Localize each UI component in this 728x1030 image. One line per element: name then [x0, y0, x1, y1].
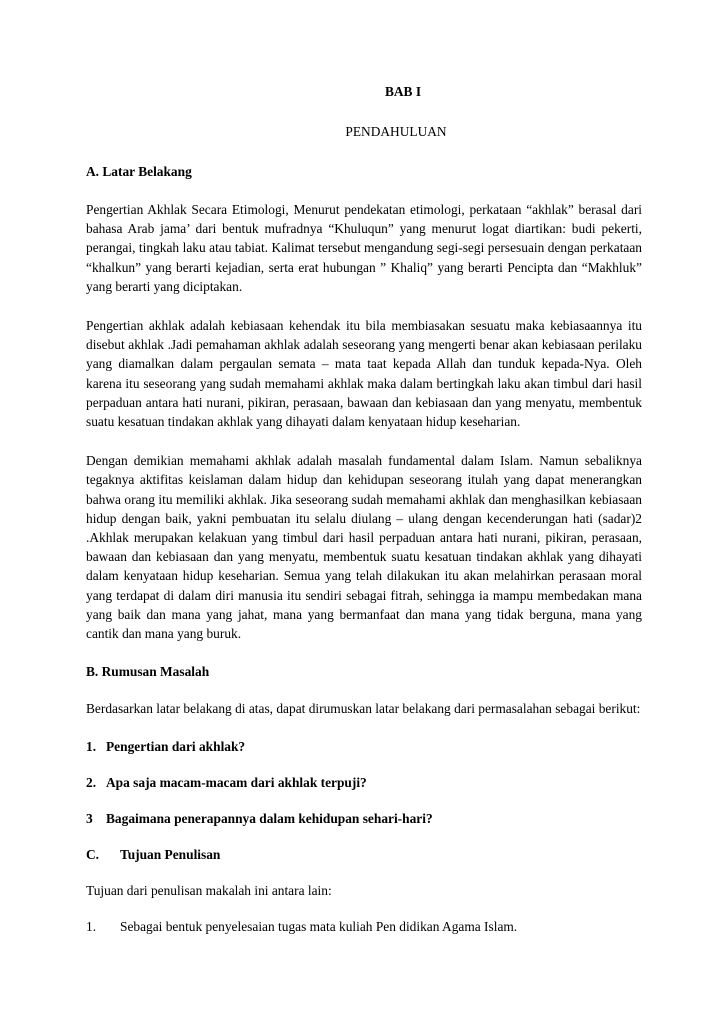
- question-text: Pengertian dari akhlak?: [106, 739, 246, 755]
- question-number: 3: [86, 811, 93, 827]
- question-item-2: [86, 774, 642, 792]
- question-item-3: [86, 810, 642, 828]
- question-text: Apa saja macam-macam dari akhlak terpuji?: [106, 775, 367, 791]
- chapter-title: BAB I: [384, 84, 422, 99]
- purpose-number: 1.: [86, 919, 97, 935]
- question-number: 1.: [86, 739, 97, 755]
- section-a-paragraph-3: Dengan demikian memahami akhlak adalah masalah fundamental dalam Islam. Namun sebaliknya tegaknya aktifitas keislaman dalam hidup dan kehidupan seseorang itulah yang dapat menerangkan bahwa orang itu memiliki akhlak. Jika seseorang sudah memahami akhlak dan menghasilkan kebiasaan hidup dengan baik, yakni pembuatan itu selalu diulang – ulang dengan kecenderungan hati (sadar)2 .Akhlak merupakan kelakuan yang timbul dari hasil perpaduan antara hati nurani, pikiran, perasaan, bawaan dan kebiasaan dan yang menyatu, membentuk suatu kesatuan tindakan akhlak yang dihayati dalam kenyataan hidup keseharian. Semua yang telah dilakukan itu akan melahirkan perasaan moral yang terdapat di dalam diri manusia itu sendiri sebagai fitrah, sehingga ia mampu membedakan mana yang baik dan mana yang jahat, mana yang bermanfaat dan mana yang tidak berguna, mana yang cantik dan mana yang buruk.: [86, 453, 642, 642]
- section-a-heading: A. Latar Belakang: [86, 164, 192, 179]
- section-c-title: Tujuan Penulisan: [120, 847, 221, 863]
- question-text: Bagaimana penerapannya dalam kehidupan sehari-hari?: [106, 811, 433, 827]
- chapter-subtitle: PENDAHULUAN: [345, 124, 447, 139]
- section-a-paragraph-1: Pengertian Akhlak Secara Etimologi, Menurut pendekatan etimologi, perkataan “akhlak” berasal dari bahasa Arab jama’ dari bentuk mufradnya “Khuluqun” yang menurut logat diartikan: budi pekerti, perangai, tingkah laku atau tabiat. Kalimat tersebut mengandung segi-segi persesuain dengan perkataan “khalkun” yang berarti kejadian, serta erat hubungan ” Khaliq” yang berarti Pencipta dan “Makhluk” yang berarti yang diciptakan.: [86, 202, 642, 294]
- purpose-item-1: [86, 918, 642, 936]
- question-item-1: [86, 738, 642, 756]
- section-c-intro: Tujuan dari penulisan makalah ini antara lain:: [86, 883, 332, 899]
- purpose-text: Sebagai bentuk penyelesaian tugas mata kuliah Pen didikan Agama Islam.: [120, 919, 518, 935]
- section-b-heading: B. Rumusan Masalah: [86, 664, 210, 680]
- section-a-paragraph-2: Pengertian akhlak adalah kebiasaan kehendak itu bila membiasakan sesuatu maka kebiasaannya itu disebut akhlak .Jadi pemahaman akhlak adalah seseorang yang mengerti benar akan kebiasaan perilaku yang diamalkan dalam pergaulan semata – mata taat kepada Allah dan tunduk kepada-Nya. Oleh karena itu seseorang yang sudah memahami akhlak maka dalam bertingkah laku akan timbul dari hasil perpaduan antara hati nurani, pikiran, perasaan, bawaan dan kebiasaan dan yang menyatu, membentuk suatu kesatuan tindakan akhlak yang dihayati dalam kenyataan hidup keseharian.: [86, 318, 642, 430]
- section-c-heading: [86, 846, 642, 864]
- section-b-intro: Berdasarkan latar belakang di atas, dapat dirumuskan latar belakang dari permasalahan sebagai berikut:: [86, 701, 641, 717]
- section-c-number: C.: [86, 847, 100, 863]
- question-number: 2.: [86, 775, 97, 791]
